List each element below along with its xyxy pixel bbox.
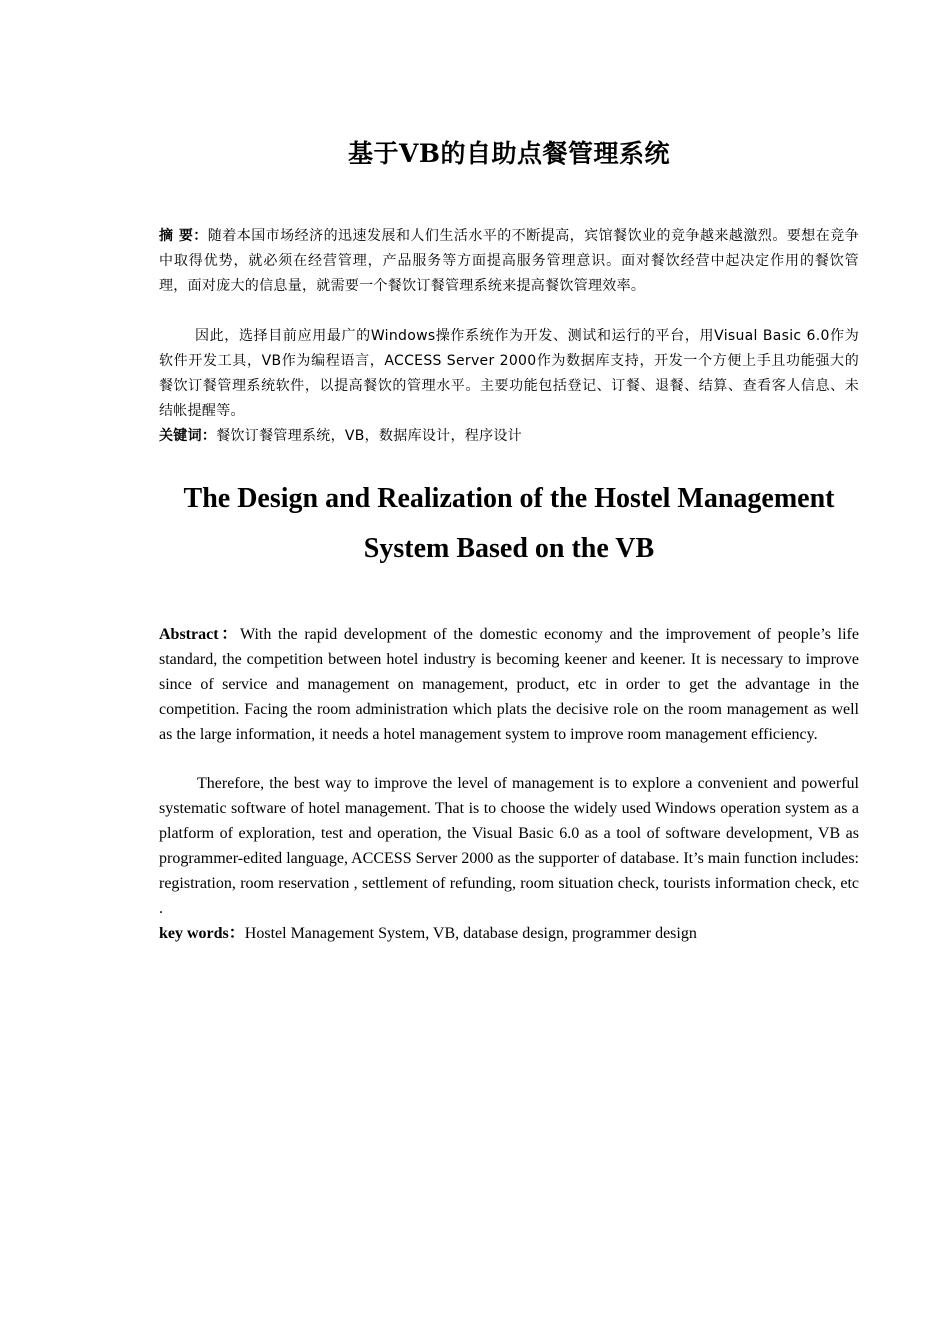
english-abstract-text: With the rapid development of the domestic economy and the improvement of people’s life standard, the competition between hotel industry is becoming keener and keener. It is necessary to improve since of service and management on management, product, etc in order to get the advantage in the competition. Facing the room administration which plats the decisive role on the room management as well as the large information, it needs a hotel management system to improve room management efficiency. [159,626,859,743]
chinese-keywords-label: 关键词： [159,428,217,444]
chinese-abstract-paragraph-2: 因此，选择目前应用最广的Windows操作系统作为开发、测试和运行的平台，用Visual Basic 6.0作为软件开发工具，VB作为编程语言，ACCESS Server 2000作为数据库支持，开发一个方便上手且功能强大的餐饮订餐管理系统软件，以提高餐饮的管理水平。主要功能包括登记、订餐、退餐、结算、查看客人信息、未结帐提醒等。 [159,328,859,419]
chinese-abstract [159,224,859,299]
english-keywords [159,921,859,946]
chinese-keywords [159,424,859,449]
english-keywords-text: Hostel Management System, VB, database design, programmer design [244,925,697,942]
english-abstract [159,622,859,747]
english-title: The Design and Realization of the Hostel Management System Based on the VB [183,483,835,564]
english-abstract-label: Abstract： [159,626,240,643]
english-abstract-paragraph-2: Therefore, the best way to improve the level of management is to explore a convenient and powerful systematic software of hotel management. That is to choose the widely used Windows operation system as a platform of exploration, test and operation, the Visual Basic 6.0 as a tool of software development, VB as programmer-edited language, ACCESS Server 2000 as the supporter of database. It’s main function includes: registration, room reservation , settlement of refunding, room situation check, tourists information check, etc . [159,775,859,917]
chinese-title: 基于VB的自助点餐管理系统 [347,139,671,168]
chinese-abstract-text: 随着本国市场经济的迅速发展和人们生活水平的不断提高，宾馆餐饮业的竞争越来越激烈。要想在竞争中取得优势，就必须在经营管理，产品服务等方面提高服务管理意识。面对餐饮经营中起决定作用的餐饮管理，面对庞大的信息量，就需要一个餐饮订餐管理系统来提高餐饮管理效率。 [159,228,859,294]
chinese-abstract-label: 摘 要： [159,228,208,244]
english-keywords-label: key words： [159,925,245,942]
chinese-keywords-text: 餐饮订餐管理系统，VB，数据库设计，程序设计 [216,428,522,444]
